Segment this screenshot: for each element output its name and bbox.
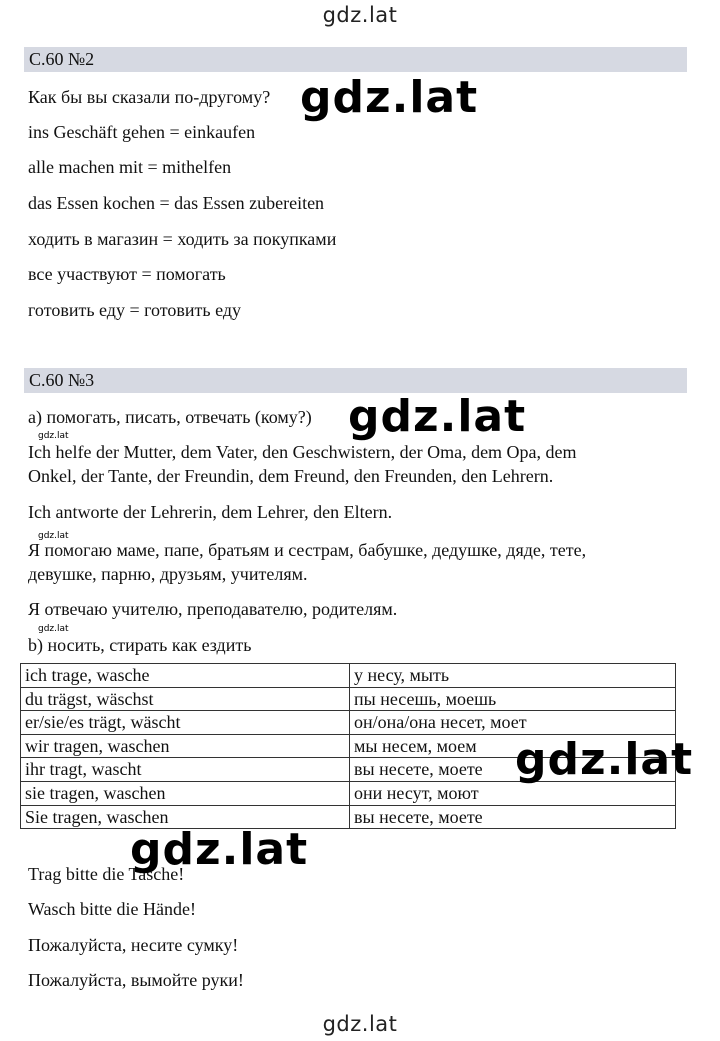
table-cell-russian: они несут, моют (350, 781, 676, 805)
table-row (21, 687, 676, 711)
text-line: готовить еду = готовить еду (28, 300, 242, 320)
text-line: Пожалуйста, вымойте руки! (28, 970, 244, 990)
text-line: Trag bitte die Tasche! (28, 864, 185, 884)
table-cell-russian: вы несете, моете (350, 805, 676, 829)
text-line: Wasch bitte die Hände! (28, 899, 196, 919)
watermark-logo: gdz.lat (300, 72, 479, 123)
text-line: Пожалуйста, несите сумку! (28, 935, 239, 955)
site-watermark-top: gdz.lat (322, 3, 398, 27)
watermark-logo: gdz.lat (130, 824, 309, 875)
section-header-label: С.60 №2 (29, 49, 95, 69)
text-line: Ich antworte der Lehrerin, dem Lehrer, den Eltern. (28, 502, 393, 522)
table-cell-german: sie tragen, waschen (21, 781, 350, 805)
table-cell-russian: мы несем, моем (350, 734, 676, 758)
text-line: все участвуют = помогать (28, 264, 226, 284)
text-line: Onkel, der Tante, der Freundin, dem Freund, den Freunden, den Lehrern. (28, 466, 554, 486)
table-cell-german: ich trage, wasche (21, 664, 350, 688)
site-watermark-bottom: gdz.lat (322, 1012, 398, 1036)
text-line: ins Geschäft gehen = einkaufen (28, 122, 256, 142)
text-line: девушке, парню, друзьям, учителям. (28, 564, 308, 584)
table-cell-german: wir tragen, waschen (21, 734, 350, 758)
watermark-small: gdz.lat (38, 531, 69, 541)
watermark-small: gdz.lat (38, 431, 69, 441)
table-cell-russian: вы несете, моете (350, 758, 676, 782)
table-cell-german: Sie tragen, waschen (21, 805, 350, 829)
section-header-label: С.60 №3 (29, 370, 95, 390)
table-cell-german: er/sie/es trägt, wäscht (21, 711, 350, 735)
watermark-small: gdz.lat (38, 624, 69, 634)
table-row (21, 805, 676, 829)
section-header-bar (24, 368, 687, 393)
text-line: Я отвечаю учителю, преподавателю, родителям. (28, 599, 398, 619)
table-cell-russian: у несу, мыть (350, 664, 676, 688)
text-line: ходить в магазин = ходить за покупками (28, 229, 337, 249)
text-line: Я помогаю маме, папе, братьям и сестрам, бабушке, дедушке, дяде, тете, (28, 540, 587, 560)
watermark-logo: gdz.lat (515, 734, 694, 785)
question-text: Как бы вы сказали по-другому? (28, 87, 271, 107)
table-cell-german: du trägst, wäschst (21, 687, 350, 711)
section-header-bar (24, 47, 687, 72)
text-line: das Essen kochen = das Essen zubereiten (28, 193, 325, 213)
part-b-label: b) носить, стирать как ездить (28, 635, 252, 655)
table-row (21, 664, 676, 688)
text-line: alle machen mit = mithelfen (28, 157, 232, 177)
table-cell-russian: он/она/она несет, моет (350, 711, 676, 735)
part-a-label: a) помогать, писать, отвечать (кому?) (28, 407, 312, 427)
table-cell-russian: пы несешь, моешь (350, 687, 676, 711)
table-cell-german: ihr tragt, wascht (21, 758, 350, 782)
watermark-logo: gdz.lat (348, 391, 527, 442)
table-row (21, 781, 676, 805)
text-line: Ich helfe der Mutter, dem Vater, den Geschwistern, der Oma, dem Opa, dem (28, 442, 577, 462)
table-row (21, 711, 676, 735)
